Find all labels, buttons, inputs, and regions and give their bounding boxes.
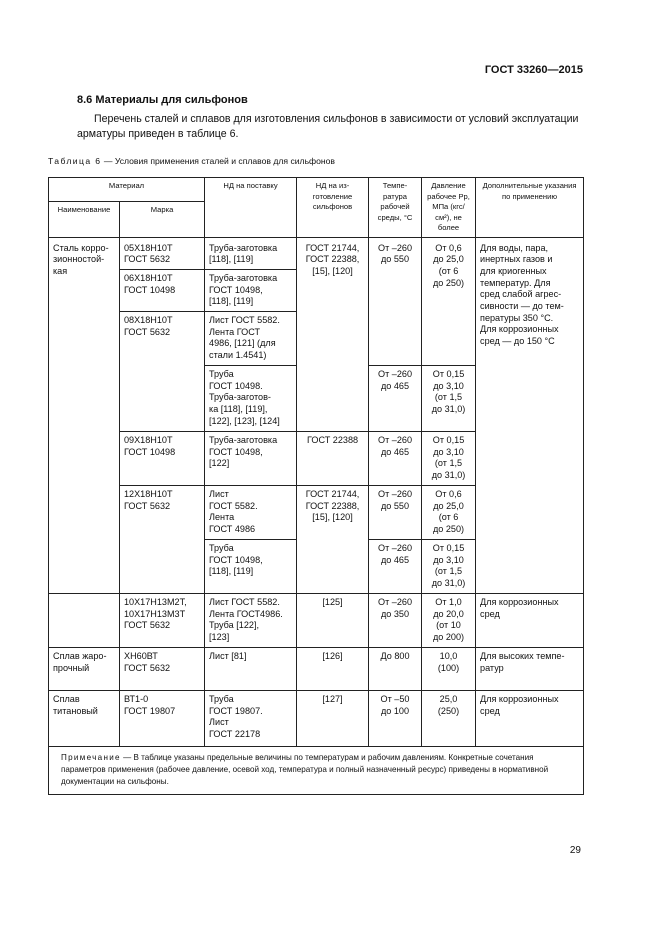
- pressure-line: до 200): [432, 632, 465, 643]
- notes-line: инертных газов и: [480, 254, 553, 265]
- notes-line: Для коррозионных: [480, 694, 559, 705]
- table-note-row: [49, 747, 584, 795]
- nd-line: Труба-заготовка: [209, 242, 278, 253]
- nd-line: Лента ГОСТ4986.: [209, 608, 283, 619]
- cell-grade: [120, 691, 205, 747]
- cell-notes: [476, 648, 584, 691]
- cell-grade: [120, 594, 205, 648]
- notes-line: пературы 350 °С.: [480, 312, 554, 323]
- pressure-line: (от 6: [438, 512, 459, 523]
- ndm-line: ГОСТ 22388,: [305, 500, 360, 511]
- pressure-line: От 1,0: [435, 597, 462, 608]
- cell-name-empty: [49, 594, 120, 648]
- header-notes: Дополнительные указания по применению: [476, 178, 584, 238]
- temp-line: до 465: [380, 554, 410, 565]
- header-name: Наименование: [49, 202, 120, 237]
- cell-pressure: [422, 691, 476, 747]
- pressure-line: (от 1,5: [434, 566, 463, 577]
- nd-line: [118], [119]: [209, 296, 254, 307]
- cell-nd-supply: [205, 691, 297, 747]
- note-text: — В таблице указаны предельные величины по температурам и рабочим давлениям. Конкретные сочетания параметров применения (рабочее давление, осевой ход, температура и полный назначенный ресурс) приведены в нормативной документации на сильфоны.: [61, 753, 549, 787]
- grade-line: ГОСТ 5632: [124, 662, 171, 673]
- cell-temperature: [369, 366, 422, 432]
- pressure-line: до 250): [432, 277, 465, 288]
- table-header-row: [49, 178, 584, 202]
- nd-line: ГОСТ 22178: [209, 729, 261, 740]
- nd-line: Труба-заготовка: [209, 435, 278, 446]
- temp-line: От –260: [378, 489, 413, 500]
- grade-line: ХН60ВТ: [124, 651, 158, 662]
- cell-nd-manufacture: [297, 237, 369, 432]
- nd-line: Лист: [209, 717, 229, 728]
- cell-name: [49, 237, 120, 594]
- table-row: [49, 648, 584, 691]
- pressure-line: (от 10: [436, 620, 461, 631]
- notes-line: сред: [480, 705, 500, 716]
- pressure-line: От 0,6: [435, 489, 462, 500]
- cell-nd-manufacture: [125]: [297, 594, 369, 648]
- cell-pressure: [422, 594, 476, 648]
- temp-line: до 465: [380, 446, 410, 457]
- header-temperature: Темпе-ратура рабочей среды, °С: [369, 178, 422, 238]
- cell-nd-manufacture: [126]: [297, 648, 369, 691]
- notes-line: Для высоких темпе-: [480, 651, 565, 662]
- cell-grade: [120, 269, 205, 311]
- pressure-line: до 31,0): [431, 470, 466, 481]
- nd-line: [118], [119]: [209, 254, 254, 265]
- nd-line: ка [118], [119],: [209, 404, 268, 415]
- cell-notes: [476, 237, 584, 594]
- nd-line: Лист: [209, 489, 229, 500]
- grade-line: 08Х18Н10Т: [124, 315, 173, 326]
- temp-line: до 100: [380, 705, 410, 716]
- cell-pressure: [422, 486, 476, 540]
- grade-line: ГОСТ 5632: [124, 500, 171, 511]
- grade-line: 12Х18Н10Т: [124, 489, 173, 500]
- ndm-line: ГОСТ 21744,: [305, 242, 360, 253]
- note-label: Примечание: [61, 753, 121, 763]
- cell-pressure: [422, 540, 476, 594]
- cell-pressure: [422, 648, 476, 691]
- nd-line: Лист ГОСТ 5582.: [209, 597, 280, 608]
- ndm-line: [15], [120]: [312, 265, 353, 276]
- nd-line: [122]: [209, 458, 230, 469]
- pressure-line: От 0,15: [432, 543, 465, 554]
- notes-line: температур. Для: [480, 277, 551, 288]
- temp-line: От –260: [378, 435, 413, 446]
- cell-nd-supply: [205, 366, 297, 432]
- cell-temperature: [369, 594, 422, 648]
- pressure-line: От 0,15: [432, 369, 465, 380]
- cell-nd-supply: [205, 594, 297, 648]
- cell-temperature: [369, 432, 422, 486]
- grade-line: ВТ1-0: [124, 694, 149, 705]
- cell-nd-manufacture: [127]: [297, 691, 369, 747]
- nd-line: Труба: [209, 369, 234, 380]
- cell-pressure: [422, 237, 476, 366]
- grade-line: 10Х17Н13М3Т: [124, 608, 186, 619]
- pressure-line: до 25,0: [433, 500, 464, 511]
- cell-grade: [120, 648, 205, 691]
- name-line: титановый: [53, 705, 98, 716]
- cell-nd-supply: [205, 432, 297, 486]
- notes-line: для криогенных: [480, 265, 547, 276]
- nd-line: ГОСТ 10498,: [209, 554, 263, 565]
- grade-line: ГОСТ 5632: [124, 620, 171, 631]
- pressure-line: до 3,10: [433, 380, 464, 391]
- cell-nd-manufacture: [297, 486, 369, 594]
- cell-temperature: До 800: [369, 648, 422, 691]
- nd-line: ГОСТ 10498,: [209, 284, 263, 295]
- grade-line: 09Х18Н10Т: [124, 435, 173, 446]
- temp-line: От –260: [378, 597, 413, 608]
- nd-line: [122], [123], [124]: [209, 415, 280, 426]
- nd-line: Труба: [209, 543, 234, 554]
- nd-line: Труба-заготовка: [209, 272, 278, 283]
- cell-nd-supply: [205, 312, 297, 366]
- temp-line: От –260: [378, 242, 413, 253]
- pressure-line: (от 1,5: [434, 392, 463, 403]
- pressure-line: От 0,6: [435, 242, 462, 253]
- nd-line: [118], [119]: [209, 566, 254, 577]
- pressure-line: (от 1,5: [434, 458, 463, 469]
- table-row: [49, 691, 584, 747]
- nd-line: 4986, [121] (для: [209, 338, 276, 349]
- table-caption-label: Таблица 6: [48, 156, 102, 166]
- table-caption: [48, 156, 335, 166]
- grade-line: ГОСТ 10498: [124, 284, 176, 295]
- notes-line: сред — до 150 °С: [480, 336, 555, 347]
- table-caption-text: — Условия применения сталей и сплавов для сильфонов: [101, 156, 335, 166]
- name-line: Сплав: [53, 694, 80, 705]
- header-material: Материал: [49, 178, 205, 202]
- cell-nd-supply: [205, 237, 297, 269]
- temp-line: до 350: [380, 608, 410, 619]
- nd-line: Труба-заготов-: [209, 392, 271, 403]
- grade-line: 06Х18Н10Т: [124, 272, 173, 283]
- cell-nd-supply: [205, 540, 297, 594]
- temp-line: до 550: [380, 500, 410, 511]
- pressure-line: (250): [437, 705, 460, 716]
- pressure-line: до 31,0): [431, 404, 466, 415]
- cell-temperature: [369, 691, 422, 747]
- temp-line: до 550: [380, 254, 410, 265]
- cell-grade: [120, 486, 205, 594]
- section-heading: 8.6 Материалы для сильфонов: [77, 94, 248, 106]
- nd-line: Лента ГОСТ: [209, 326, 261, 337]
- notes-line: сивности — до тем-: [480, 301, 564, 312]
- notes-line: Для коррозионных: [480, 324, 559, 335]
- pressure-line: до 3,10: [433, 446, 464, 457]
- nd-line: ГОСТ 5582.: [209, 500, 258, 511]
- cell-nd-supply: [205, 269, 297, 311]
- grade-line: 10Х17Н13М2Т,: [124, 597, 187, 608]
- nd-line: Труба [122],: [209, 620, 259, 631]
- header-nd-supply: НД на поставку: [205, 178, 297, 238]
- temp-line: От –260: [378, 369, 413, 380]
- cell-temperature: [369, 486, 422, 540]
- nd-line: Лист ГОСТ 5582.: [209, 315, 280, 326]
- cell-nd-manufacture: ГОСТ 22388: [297, 432, 369, 486]
- pressure-line: 10,0: [439, 651, 458, 662]
- intro-paragraph: Перечень сталей и сплавов для изготовления сильфонов в зависимости от условий эксплуатации арматуры приведен в таблице 6.: [77, 113, 579, 140]
- pressure-line: 25,0: [439, 694, 458, 705]
- table-row: [49, 237, 584, 269]
- header-nd-manufacture: НД на из-готовление сильфонов: [297, 178, 369, 238]
- ndm-line: ГОСТ 21744,: [305, 489, 360, 500]
- temp-line: От –260: [378, 543, 413, 554]
- grade-line: ГОСТ 19807: [124, 705, 176, 716]
- grade-line: 05Х18Н10Т: [124, 242, 173, 253]
- cell-temperature: [369, 237, 422, 366]
- temp-line: От –50: [380, 694, 410, 705]
- cell-name: [49, 691, 120, 747]
- temp-line: до 465: [380, 380, 410, 391]
- grade-line: ГОСТ 5632: [124, 254, 171, 265]
- notes-line: Для воды, пара,: [480, 242, 549, 253]
- pressure-line: до 25,0: [433, 254, 464, 265]
- nd-line: Труба: [209, 694, 234, 705]
- ndm-line: [15], [120]: [312, 512, 353, 523]
- cell-nd-supply: Лист [81]: [205, 648, 297, 691]
- cell-notes: [476, 691, 584, 747]
- nd-line: ГОСТ 10498,: [209, 446, 263, 457]
- cell-nd-supply: [205, 486, 297, 540]
- page-number: 29: [569, 845, 581, 856]
- cell-notes: [476, 594, 584, 648]
- nd-line: ГОСТ 4986: [209, 524, 256, 535]
- header-grade: Марка: [120, 202, 205, 237]
- pressure-line: (от 6: [438, 265, 459, 276]
- pressure-line: до 31,0): [431, 578, 466, 589]
- pressure-line: (100): [437, 662, 460, 673]
- notes-line: сред слабой агрес-: [480, 289, 562, 300]
- nd-line: ГОСТ 19807.: [209, 705, 263, 716]
- cell-name: Сплав жаро-прочный: [49, 648, 120, 691]
- pressure-line: От 0,15: [432, 435, 465, 446]
- cell-pressure: [422, 366, 476, 432]
- pressure-line: до 3,10: [433, 554, 464, 565]
- nd-line: Лента: [209, 512, 235, 523]
- header-pressure: Давление рабочее Рр, МПа (кгс/см²), не более: [422, 178, 476, 238]
- table-row: [49, 594, 584, 648]
- grade-line: ГОСТ 5632: [124, 326, 171, 337]
- notes-line: ратур: [480, 662, 504, 673]
- grade-line: ГОСТ 10498: [124, 446, 176, 457]
- pressure-line: до 250): [432, 524, 465, 535]
- cell-grade: [120, 312, 205, 432]
- notes-line: Для коррозионных: [480, 597, 559, 608]
- notes-line: сред: [480, 608, 500, 619]
- ndm-line: ГОСТ 22388,: [305, 254, 360, 265]
- nd-line: ГОСТ 10498.: [209, 380, 263, 391]
- name-text: Сталь корро-зионностой-кая: [53, 242, 109, 276]
- table-note: [49, 747, 584, 795]
- materials-table: [48, 177, 584, 795]
- cell-grade: [120, 237, 205, 269]
- cell-grade: [120, 432, 205, 486]
- pressure-line: до 20,0: [433, 608, 464, 619]
- cell-temperature: [369, 540, 422, 594]
- nd-line: стали 1.4541): [209, 350, 267, 361]
- document-code: ГОСТ 33260—2015: [484, 64, 583, 76]
- cell-pressure: [422, 432, 476, 486]
- nd-line: [123]: [209, 632, 230, 643]
